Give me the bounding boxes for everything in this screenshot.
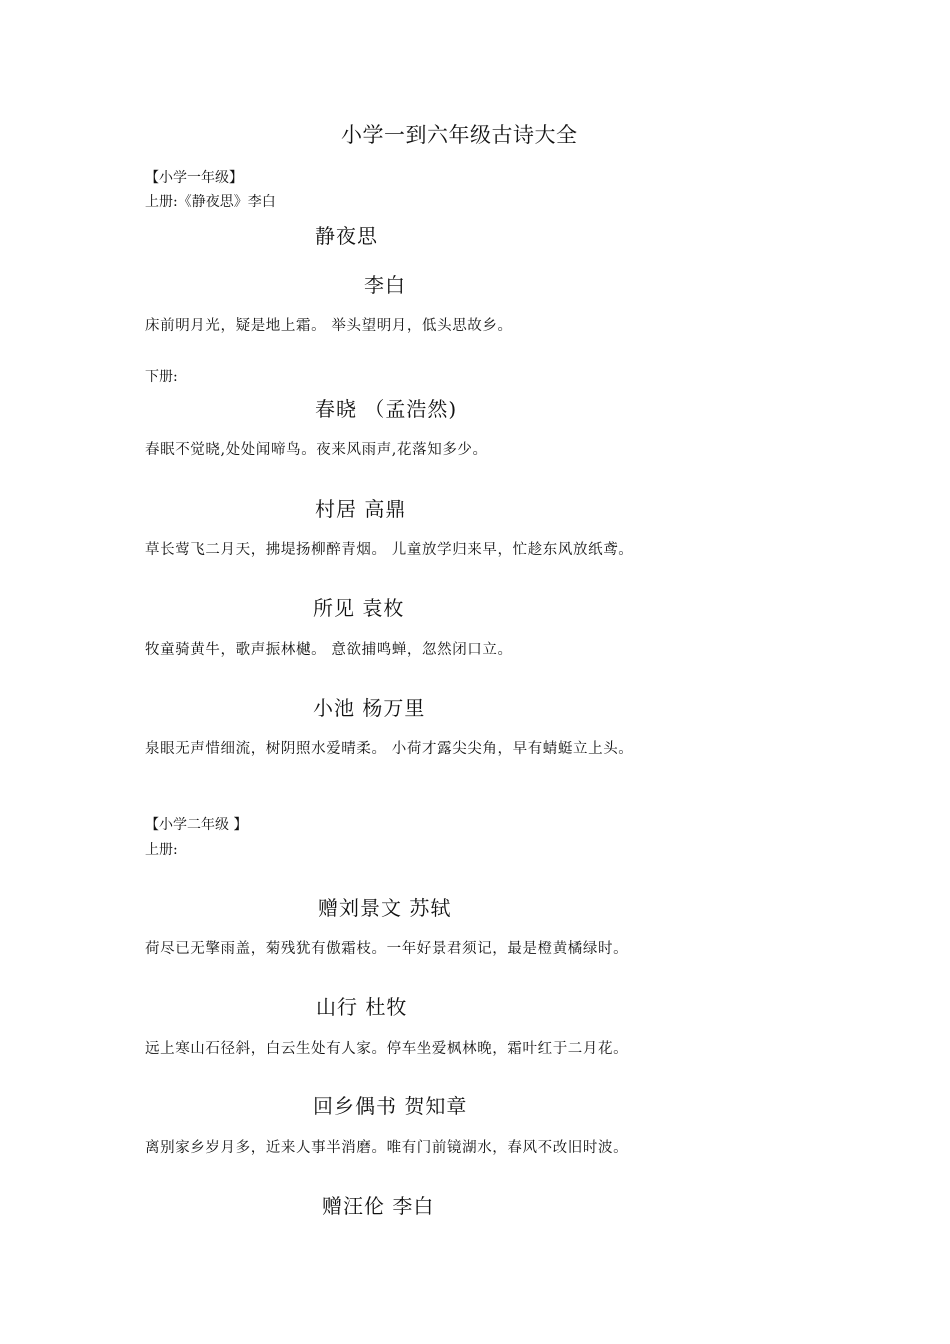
- poem-title: 赠汪伦 李白: [322, 1194, 435, 1218]
- grade2-upper-label: 上册:: [145, 842, 178, 858]
- poem-title: 村居 高鼎: [315, 497, 407, 521]
- grade1-upper-label: 上册:《静夜思》李白: [145, 194, 276, 210]
- poem-text: 春眠不觉晓,处处闻啼鸟。夜来风雨声,花落知多少。: [145, 442, 488, 458]
- page-title: 小学一到六年级古诗大全: [341, 123, 578, 147]
- poem-text: 远上寒山石径斜，白云生处有人家。停车坐爱枫林晚，霜叶红于二月花。: [145, 1041, 629, 1057]
- poem-text: 荷尽已无擎雨盖，菊残犹有傲霜枝。一年好景君须记，最是橙黄橘绿时。: [145, 941, 629, 957]
- poem-title: 小池 杨万里: [313, 696, 426, 720]
- poem-title: 山行 杜牧: [316, 995, 408, 1019]
- poem-text: 草长莺飞二月天，拂堤扬柳醉青烟。 儿童放学归来早，忙趁东风放纸鸢。: [145, 542, 634, 558]
- poem-title: 静夜思: [315, 224, 378, 248]
- poem-text: 泉眼无声惜细流，树阴照水爱晴柔。 小荷才露尖尖角，早有蜻蜓立上头。: [145, 741, 634, 757]
- grade1-lower-label: 下册:: [145, 369, 178, 385]
- poem-text: 床前明月光，疑是地上霜。 举头望明月，低头思故乡。: [145, 318, 513, 334]
- poem-text: 牧童骑黄牛，歌声振林樾。 意欲捕鸣蝉，忽然闭口立。: [145, 642, 513, 658]
- poem-title: 回乡偶书 贺知章: [313, 1094, 468, 1118]
- grade1-heading: 【小学一年级】: [145, 170, 243, 186]
- poem-title: 春晓 （孟浩然): [315, 397, 458, 421]
- poem-author: 李白: [364, 273, 406, 297]
- poem-title: 赠刘景文 苏轼: [318, 896, 452, 920]
- grade2-heading: 【小学二年级 】: [145, 817, 248, 833]
- poem-text: 离别家乡岁月多，近来人事半消磨。唯有门前镜湖水，春风不改旧时波。: [145, 1140, 629, 1156]
- poem-title: 所见 袁枚: [313, 596, 405, 620]
